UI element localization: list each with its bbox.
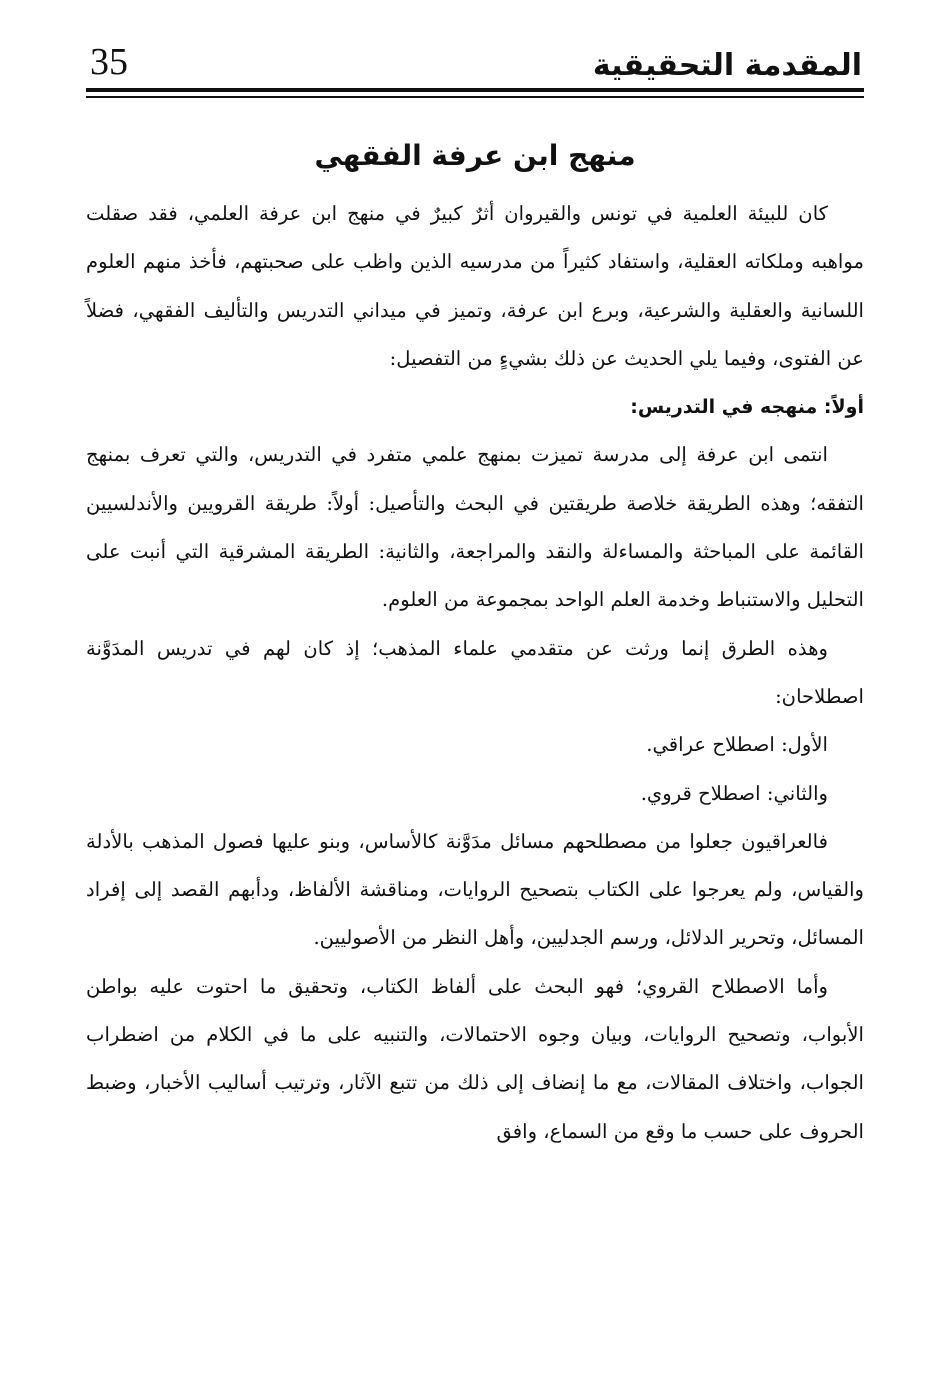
section-heading: أولاً: منهجه في التدريس:	[630, 396, 864, 419]
header-rule-thin	[86, 96, 864, 98]
list-item-first: الأول: اصطلاح عراقي.	[646, 733, 828, 757]
paragraph-school: انتمى ابن عرفة إلى مدرسة تميزت بمنهج علمي متفرد في التدريس، والتي تعرف بمنهج التفقه؛ وهذه الطريقة خلاصة طريقتين في البحث والتأصيل: أولاً: طريقة القرويين والأندلسيين القائمة على المباحثة والمساءلة والنقد والمراجعة، والثانية: الطريقة المشرقية التي أنبت على التحليل والاستنباط وخدمة العلم الواحد بمجموعة من العلوم.	[86, 443, 864, 612]
chapter-title: منهج ابن عرفة الفقهي	[314, 139, 636, 172]
body-text	[86, 190, 864, 1156]
paragraph-intro: كان للبيئة العلمية في تونس والقيروان أثرٌ كبيرٌ في منهج ابن عرفة العلمي، فقد صقلت مواهبه وملكاته العقلية، واستفاد كثيراً من مدرسيه الذين واظب على صحبتهم، فأخذ منهم العلوم اللسانية والعقلية والشرعية، وبرع ابن عرفة، وتميز في ميداني التدريس والتأليف الفقهي، فضلاً عن الفتوى، وفيما يلي الحديث عن ذلك بشيءٍ من التفصيل:	[86, 202, 864, 370]
page-number: 35	[90, 41, 128, 83]
running-header-title: المقدمة التحقيقية	[592, 48, 862, 83]
paragraph-qarawi: وأما الاصطلاح القروي؛ فهو البحث على ألفاظ الكتاب، وتحقيق ما احتوت عليه بواطن الأبواب، وتصحيح الروايات، وبيان وجوه الاحتمالات، والتنبيه على ما في الكلام من اضطراب الجواب، واختلاف المقالات، مع ما إنضاف إلى ذلك من تتبع الآثار، وترتيب أساليب الأخبار، وضبط الحروف على حسب ما وقع من السماع، وافق	[86, 974, 864, 1143]
header-rule-thick	[86, 88, 864, 92]
list-item-second: والثاني: اصطلاح قروي.	[640, 781, 828, 805]
paragraph-methods: وهذه الطرق إنما ورثت عن متقدمي علماء المذهب؛ إذ كان لهم في تدريس المدَوَّنة اصطلاحان:	[86, 636, 864, 708]
paragraph-iraqi: فالعراقيون جعلوا من مصطلحهم مسائل مدَوَّنة كالأساس، وبنو عليها فصول المذهب بالأدلة والقياس، ولم يعرجوا على الكتاب بتصحيح الروايات، ومناقشة الألفاظ، ودأبهم القصد إلى إفراد المسائل، وتحرير الدلائل، ورسم الجدليين، وأهل النظر من الأصوليين.	[86, 829, 864, 950]
